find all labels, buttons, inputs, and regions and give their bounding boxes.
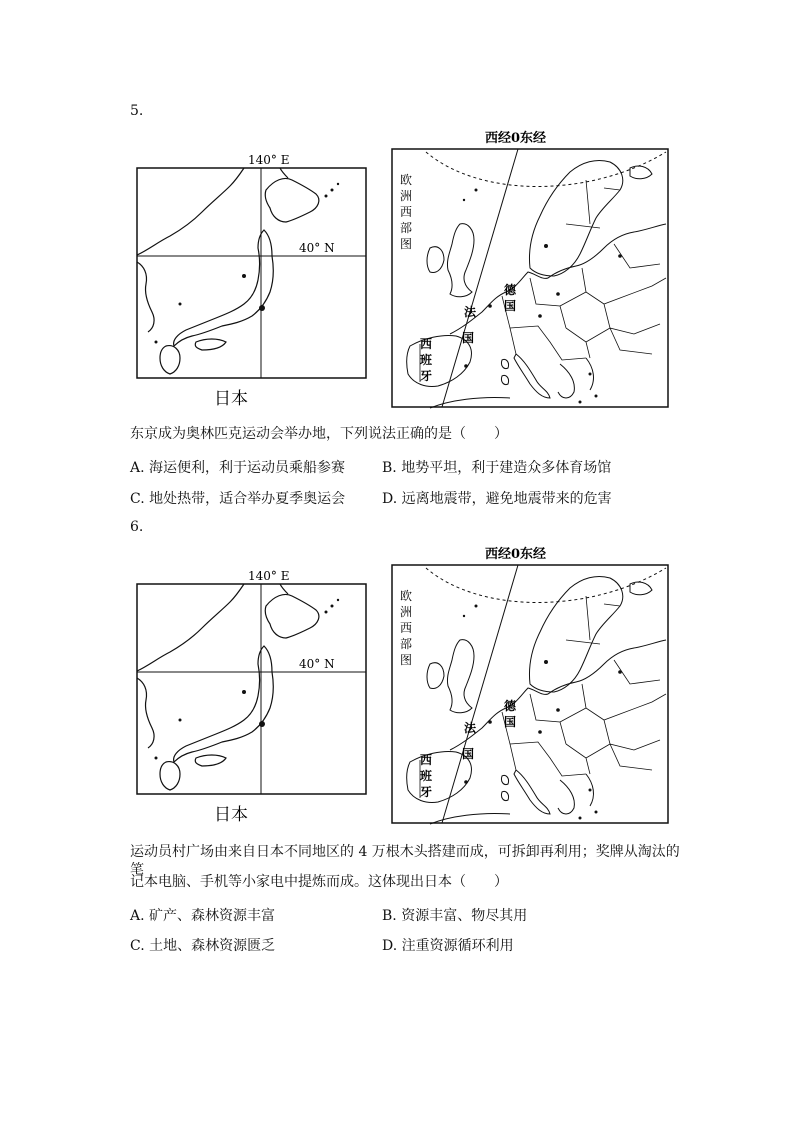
longitude-label: 140° E — [248, 569, 290, 583]
japan-map — [136, 150, 371, 412]
question-6-stem-line2: 记本电脑、手机等小家电中提炼而成。这体现出日本（ ） — [130, 874, 508, 890]
map-title-char: 洲 — [400, 189, 413, 203]
question-5-option-c[interactable]: C. 地处热带，适合举办夏季奥运会 — [130, 491, 346, 507]
latitude-label: 40° N — [299, 241, 335, 255]
spain-label: 牙 — [420, 785, 433, 799]
question-5-option-d[interactable]: D. 远离地震带，避免地震带来的危害 — [382, 491, 612, 507]
france-label: 国 — [462, 747, 475, 761]
question-6-option-b[interactable]: B. 资源丰富、物尽其用 — [382, 908, 528, 924]
map-title-char: 图 — [400, 237, 413, 251]
france-label: 法 — [464, 305, 477, 319]
japan-map — [136, 566, 371, 828]
meridian-label: 西经0东经 — [485, 131, 547, 146]
map-title-char: 西 — [400, 621, 413, 635]
germany-label: 德 — [504, 283, 517, 297]
germany-label: 国 — [504, 715, 517, 729]
map-title-char: 欧 — [400, 173, 413, 187]
question-5-stem: 东京成为奥林匹克运动会举办地，下列说法正确的是（ ） — [130, 426, 508, 442]
meridian-label: 西经0东经 — [485, 547, 547, 562]
map-title-char: 洲 — [400, 605, 413, 619]
latitude-label: 40° N — [299, 657, 335, 671]
question-5-option-b[interactable]: B. 地势平坦，利于建造众多体育场馆 — [382, 460, 612, 476]
question-6-option-d[interactable]: D. 注重资源循环利用 — [382, 938, 514, 954]
question-6-stem-line1: 运动员村广场由来自日本不同地区的 4 万根木头搭建而成，可拆卸再利用；奖牌从淘汰的笔 — [130, 844, 680, 878]
map-title-char: 部 — [400, 637, 413, 651]
germany-label: 国 — [504, 299, 517, 313]
map-title-char: 西 — [400, 205, 413, 219]
germany-label: 德 — [504, 699, 517, 713]
question-6-option-a[interactable]: A. 矿产、森林资源丰富 — [130, 908, 276, 924]
map-title-char: 图 — [400, 653, 413, 667]
longitude-label: 140° E — [248, 153, 290, 167]
france-label: 法 — [464, 721, 477, 735]
japan-map-caption: 日本 — [214, 805, 248, 825]
spain-label: 西 — [420, 337, 433, 351]
map-title-char: 欧 — [400, 589, 413, 603]
question-5-option-a[interactable]: A. 海运便利，利于运动员乘船参赛 — [130, 460, 346, 476]
question-5-number: 5. — [130, 103, 144, 119]
france-label: 国 — [462, 331, 475, 345]
europe-map — [390, 544, 672, 826]
europe-map — [390, 128, 672, 410]
question-6-option-c[interactable]: C. 土地、森林资源匮乏 — [130, 938, 276, 954]
spain-label: 班 — [420, 353, 433, 367]
map-title-char: 部 — [400, 221, 413, 235]
japan-map-caption: 日本 — [214, 389, 248, 409]
spain-label: 西 — [420, 753, 433, 767]
spain-label: 班 — [420, 769, 433, 783]
spain-label: 牙 — [420, 369, 433, 383]
question-6-number: 6. — [130, 519, 144, 535]
